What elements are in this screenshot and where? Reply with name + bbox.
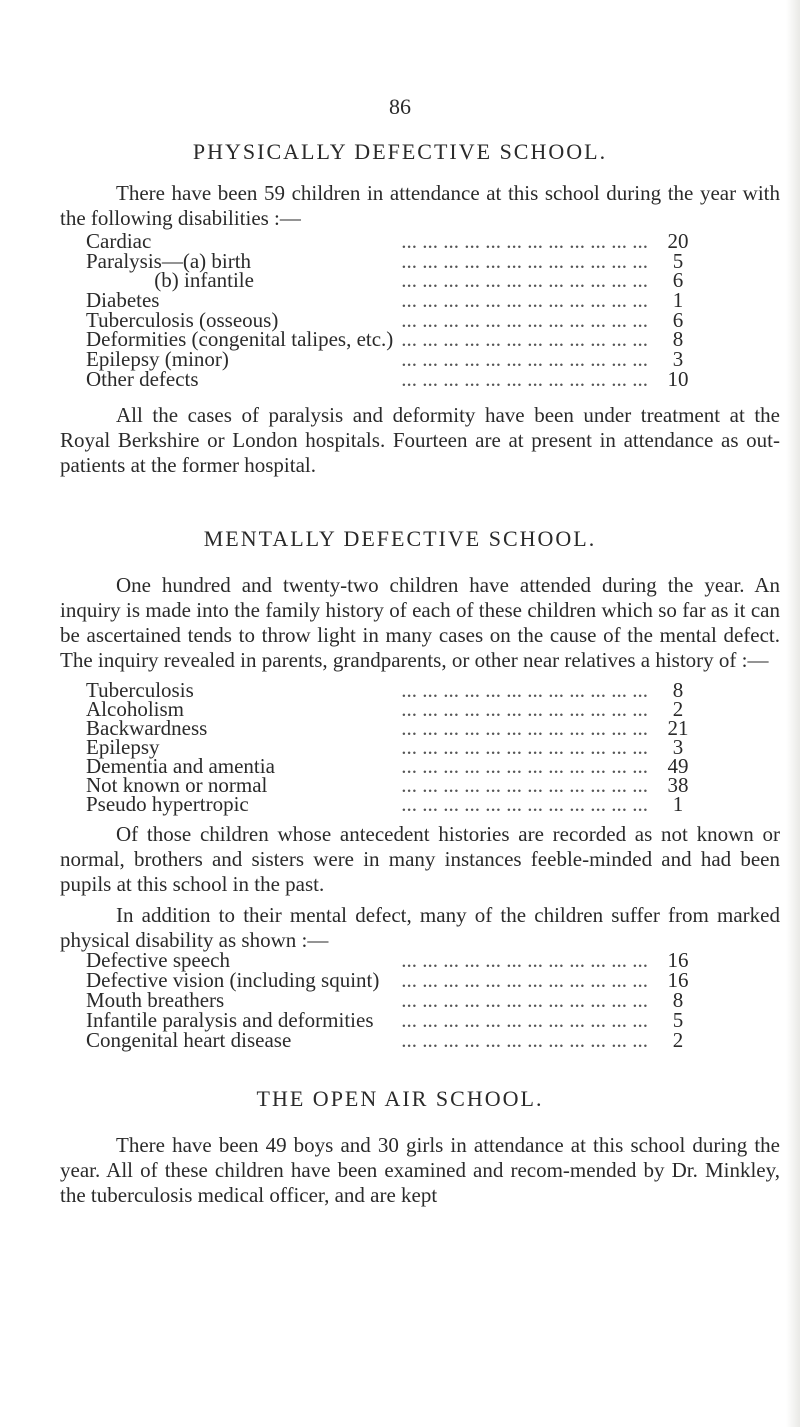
- list-item-value: 3: [672, 735, 684, 759]
- list-item-value: 2: [672, 1028, 684, 1052]
- list-item-label: Cardiac: [86, 229, 152, 253]
- list-item: [86, 716, 700, 740]
- list-item-value: 20: [667, 229, 689, 253]
- mental-paragraph-2: Of those children whose antecedent histories are recorded as not known or normal, brothers and sisters were in many instances feeble-minded and had been pupils at this school in the past.: [60, 822, 780, 896]
- list-item-label: Tuberculosis: [86, 678, 194, 702]
- list-item-label: Deformities (congenital talipes, etc.): [86, 327, 394, 352]
- list-item: [86, 1010, 700, 1030]
- leader-dots: ... ... ... ... ... ... ... ... ... ... ... ...: [401, 270, 648, 291]
- list-item: [86, 268, 700, 293]
- list-item-label: Infantile paralysis and deformities: [86, 1008, 374, 1032]
- leader-dots: ... ... ... ... ... ... ... ... ... ... ... ...: [401, 970, 648, 990]
- list-item-label: Defective speech: [86, 948, 230, 972]
- list-item: [86, 288, 700, 313]
- list-item: [86, 347, 700, 372]
- list-item-label: Diabetes: [86, 288, 160, 313]
- list-item: [86, 366, 700, 391]
- list-item-label: (b) infantile: [86, 268, 254, 293]
- list-item-value: 1: [672, 288, 684, 313]
- leader-dots: ... ... ... ... ... ... ... ... ... ... ... ...: [401, 309, 648, 330]
- leader-dots: ... ... ... ... ... ... ... ... ... ... ... ...: [401, 794, 648, 814]
- leader-dots: ... ... ... ... ... ... ... ... ... ... ... ...: [401, 349, 648, 370]
- leader-dots: ... ... ... ... ... ... ... ... ... ... ... ...: [401, 718, 648, 738]
- leader-dots: ... ... ... ... ... ... ... ... ... ... ... ...: [401, 290, 648, 311]
- list-item: [86, 792, 700, 816]
- page-number: 86: [389, 94, 411, 119]
- list-item-label: Epilepsy (minor): [86, 347, 229, 372]
- physical-intro-paragraph: There have been 59 children in attendance at this school during the year with the following disabilities :—: [60, 181, 780, 230]
- leader-dots: ... ... ... ... ... ... ... ... ... ... ... ...: [401, 1030, 648, 1050]
- physical-disabilities-list: [86, 231, 700, 389]
- list-item-label: Dementia and amentia: [86, 754, 275, 778]
- list-item-label: Defective vision (including squint): [86, 968, 380, 992]
- list-item-value: 8: [672, 678, 684, 702]
- leader-dots: ... ... ... ... ... ... ... ... ... ... ... ...: [401, 250, 648, 271]
- list-item-label: Other defects: [86, 366, 199, 391]
- leader-dots: ... ... ... ... ... ... ... ... ... ... ... ...: [401, 329, 648, 350]
- list-item-label: Alcoholism: [86, 697, 184, 721]
- list-item-label: Tuberculosis (osseous): [86, 307, 279, 332]
- list-item-value: 38: [667, 773, 689, 797]
- list-item-value: 8: [672, 327, 684, 352]
- leader-dots: ... ... ... ... ... ... ... ... ... ... ... ...: [401, 368, 648, 389]
- mental-paragraph-3: In addition to their mental defect, many of the children suffer from marked physical disability as shown :—: [60, 903, 780, 952]
- section-heading-physical: PHYSICALLY DEFECTIVE SCHOOL.: [192, 139, 608, 164]
- list-item-label: Backwardness: [86, 716, 208, 740]
- mental-intro-paragraph: One hundred and twenty-two children have attended during the year. An inquiry is made into the family history of each of these children which so far as it can be ascertained tends to throw light in many cases on the cause of the mental defect. The inquiry revealed in parents, grandparents, or other near relatives a history of :—: [60, 573, 780, 672]
- leader-dots: ... ... ... ... ... ... ... ... ... ... ... ...: [401, 737, 648, 757]
- list-item-label: Not known or normal: [86, 773, 268, 797]
- section-heading-mental: MENTALLY DEFECTIVE SCHOOL.: [203, 526, 597, 551]
- list-item-label: Mouth breathers: [86, 988, 225, 1012]
- list-item-label: Pseudo hypertropic: [86, 792, 249, 816]
- list-item-value: 21: [667, 716, 689, 740]
- list-item-value: 2: [672, 697, 684, 721]
- open-air-intro-paragraph: There have been 49 boys and 30 girls in attendance at this school during the year. All of these children have been examined and recom-mended by Dr. Minkley, the tuberculosis medical officer, and are kept: [60, 1133, 780, 1207]
- list-item-value: 49: [667, 754, 689, 778]
- leader-dots: ... ... ... ... ... ... ... ... ... ... ... ...: [401, 990, 648, 1010]
- page-edge-shadow: [786, 0, 800, 1427]
- leader-dots: ... ... ... ... ... ... ... ... ... ... ... ...: [401, 231, 648, 251]
- list-item-label: Paralysis—(a) birth: [86, 248, 252, 273]
- list-item-value: 6: [672, 307, 684, 332]
- list-item-value: 6: [672, 268, 684, 293]
- list-item: [86, 990, 700, 1010]
- leader-dots: ... ... ... ... ... ... ... ... ... ... ... ...: [401, 699, 648, 719]
- list-item: [86, 950, 700, 970]
- leader-dots: ... ... ... ... ... ... ... ... ... ... ... ...: [401, 775, 648, 795]
- list-item-value: 8: [672, 988, 684, 1012]
- leader-dots: ... ... ... ... ... ... ... ... ... ... ... ...: [401, 756, 648, 776]
- list-item-value: 10: [667, 366, 689, 391]
- list-item: [86, 970, 700, 990]
- list-item: [86, 1030, 700, 1050]
- physical-disability-list: [86, 950, 700, 1050]
- list-item-value: 16: [667, 948, 689, 972]
- list-item-label: Congenital heart disease: [86, 1028, 292, 1052]
- list-item-value: 16: [667, 968, 689, 992]
- list-item-value: 5: [672, 248, 684, 273]
- list-item-value: 5: [672, 1008, 684, 1032]
- physical-closing-paragraph: All the cases of paralysis and deformity have been under treatment at the Royal Berkshire or London hospitals. Fourteen are at present in attendance as out-patients at the former hospital.: [60, 403, 780, 477]
- list-item: [86, 231, 700, 251]
- leader-dots: ... ... ... ... ... ... ... ... ... ... ... ...: [401, 950, 648, 970]
- list-item-label: Epilepsy: [86, 735, 160, 759]
- leader-dots: ... ... ... ... ... ... ... ... ... ... ... ...: [401, 1010, 648, 1030]
- family-history-list: [86, 678, 700, 816]
- list-item-value: 3: [672, 347, 684, 372]
- list-item-value: 1: [672, 792, 684, 816]
- leader-dots: ... ... ... ... ... ... ... ... ... ... ... ...: [401, 680, 648, 700]
- section-heading-open-air: THE OPEN AIR SCHOOL.: [256, 1086, 544, 1111]
